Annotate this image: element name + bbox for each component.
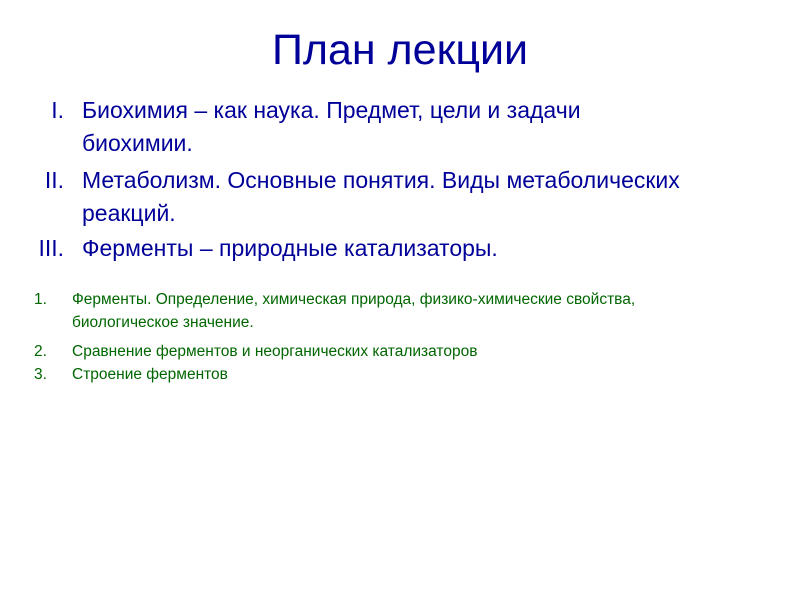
subtopic-marker: 1. bbox=[34, 291, 47, 308]
outline-text: Биохимия – как наука. Предмет, цели и задачи биохимии. bbox=[82, 97, 581, 156]
subtopic-marker: 2. bbox=[34, 343, 47, 360]
subtopic-text: Строение ферментов bbox=[72, 366, 228, 383]
outline-marker: II. bbox=[44, 167, 64, 193]
subtopic-marker: 3. bbox=[34, 366, 47, 383]
subtopic-text: Ферменты. Определение, химическая природа, физико-химические свойства, биологическое значение. bbox=[72, 291, 636, 331]
outline-marker: I. bbox=[51, 97, 64, 123]
outline-text: Метаболизм. Основные понятия. Виды метаболических реакций. bbox=[82, 167, 680, 226]
outline-marker: III. bbox=[38, 235, 64, 261]
slide-title: План лекции bbox=[271, 26, 529, 74]
subtopic-text: Сравнение ферментов и неорганических катализаторов bbox=[72, 343, 478, 360]
outline-text: Ферменты – природные катализаторы. bbox=[82, 235, 498, 261]
